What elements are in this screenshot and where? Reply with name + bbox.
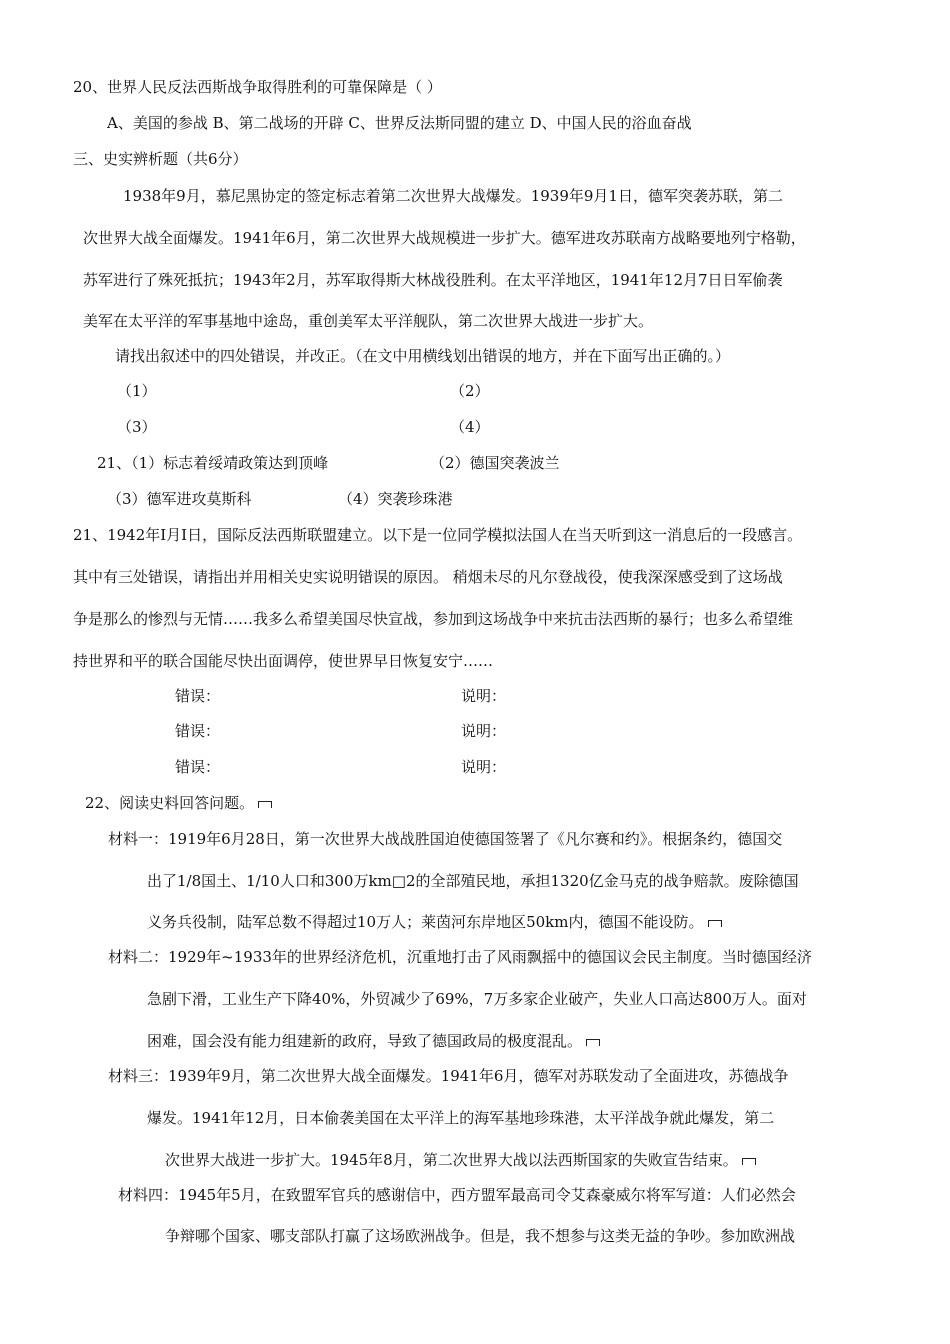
q22-title-text: 22、阅读史料回答问题。 — [85, 794, 255, 812]
m1-line-1: 材料一：1919年6月28日，第一次世界大战战胜国迫使德国签署了《凡尔赛和约》。根据条约，德国交 — [108, 830, 783, 848]
answer-1: 21、（1）标志着绥靖政策达到顶峰 — [97, 454, 329, 472]
m3-line-2: 爆发。1941年12月，日本偷袭美国在太平洋上的海军基地珍珠港，太平洋战争就此爆发，第二 — [147, 1109, 775, 1127]
blank-3: （3） — [117, 418, 157, 436]
m3-line-1: 材料三：1939年9月，第二次世界大战全面爆发。1941年6月，德军对苏联发动了全面进攻，苏德战争 — [108, 1067, 789, 1085]
m2-line-3-text: 困难，国会没有能力组建新的政府，导致了德国政局的极度混乱。 — [147, 1032, 583, 1050]
m1-line-3 — [147, 912, 722, 932]
blank-4: （4） — [450, 418, 490, 436]
q20-options: A、美国的参战 B、第二战场的开辟 C、世界反法斯同盟的建立 D、中国人民的浴血奋战 — [107, 114, 692, 132]
blank-1: （1） — [117, 382, 157, 400]
answer-2: （2）德国突袭波兰 — [430, 454, 560, 472]
answer-3: （3）德军进攻莫斯科 — [107, 490, 252, 508]
m1-line-2: 出了1/8国土、1/10人口和300万km□2的全部殖民地，承担1320亿金马克的战争赔款。废除德国 — [147, 872, 799, 890]
q21-line-1: 21、1942年Ⅰ月Ⅰ日，国际反法西斯联盟建立。以下是一位同学模拟法国人在当天听到这一消息后的一段感言。 — [73, 526, 803, 544]
q22-title — [85, 793, 272, 813]
m3-line-3-text: 次世界大战进一步扩大。1945年8月，第二次世界大战以法西斯国家的失败宣告结束。 — [165, 1151, 738, 1169]
paragraph-mark-icon — [742, 1158, 756, 1165]
blank-2: （2） — [450, 382, 490, 400]
m2-line-1: 材料二：1929年~1933年的世界经济危机，沉重地打击了风雨飘摇中的德国议会民主制度。当时德国经济 — [108, 948, 812, 966]
q21-line-2: 其中有三处错误，请指出并用相关史实说明错误的原因。 稍烟未尽的凡尔登战役，使我深深感受到了这场战 — [73, 568, 783, 586]
m2-line-3 — [147, 1031, 600, 1051]
m1-line-3-text: 义务兵役制，陆军总数不得超过10万人；莱茵河东岸地区50km内，德国不能设防。 — [147, 913, 704, 931]
explain-label-3: 说明： — [461, 758, 507, 776]
passage-line-4: 美军在太平洋的军事基地中途岛，重创美军太平洋舰队，第二次世界大战进一步扩大。 — [83, 312, 654, 330]
error-label-1: 错误： — [175, 687, 221, 705]
m4-line-2: 争辩哪个国家、哪支部队打赢了这场欧洲战争。但是，我不想参与这类无益的争吵。参加欧洲战 — [165, 1227, 796, 1245]
m3-line-3 — [165, 1150, 756, 1170]
m2-line-2: 急剧下滑，工业生产下降40%，外贸减少了69%，7万多家企业破产，失业人口高达800万人。面对 — [147, 990, 807, 1008]
passage-line-2: 次世界大战全面爆发。1941年6月，第二次世界大战规模进一步扩大。德军进攻苏联南方战略要地列宁格勒， — [83, 229, 806, 247]
m4-line-1: 材料四：1945年5月，在致盟军官兵的感谢信中，西方盟军最高司令艾森豪威尔将军写道：人们必然会 — [118, 1186, 796, 1204]
section3-title: 三、史实辨析题（共6分） — [73, 150, 248, 168]
passage-line-1: 1938年9月，慕尼黑协定的签定标志着第二次世界大战爆发。1939年9月1日，德军突袭苏联，第二 — [123, 187, 783, 205]
paragraph-mark-icon — [708, 920, 722, 927]
explain-label-1: 说明： — [461, 687, 507, 705]
paragraph-mark-icon — [258, 801, 272, 808]
explain-label-2: 说明： — [461, 722, 507, 740]
instruction: 请找出叙述中的四处错误，并改正。（在文中用横线划出错误的地方，并在下面写出正确的。） — [115, 347, 731, 365]
paragraph-mark-icon — [586, 1039, 600, 1046]
error-label-3: 错误： — [175, 758, 221, 776]
q21-line-4: 持世界和平的联合国能尽快出面调停，使世界早日恢复安宁…… — [73, 652, 494, 670]
q20-stem: 20、世界人民反法西斯战争取得胜利的可靠保障是（ ） — [73, 78, 442, 96]
error-label-2: 错误： — [175, 722, 221, 740]
q21-line-3: 争是那么的惨烈与无情……我多么希望美国尽快宣战，参加到这场战争中来抗击法西斯的暴行；也多么希望维 — [73, 610, 794, 628]
answer-4: （4）突袭珍珠港 — [338, 490, 453, 508]
passage-line-3: 苏军进行了殊死抵抗；1943年2月，苏军取得斯大林战役胜利。在太平洋地区，1941年12月7日日军偷袭 — [83, 271, 783, 289]
